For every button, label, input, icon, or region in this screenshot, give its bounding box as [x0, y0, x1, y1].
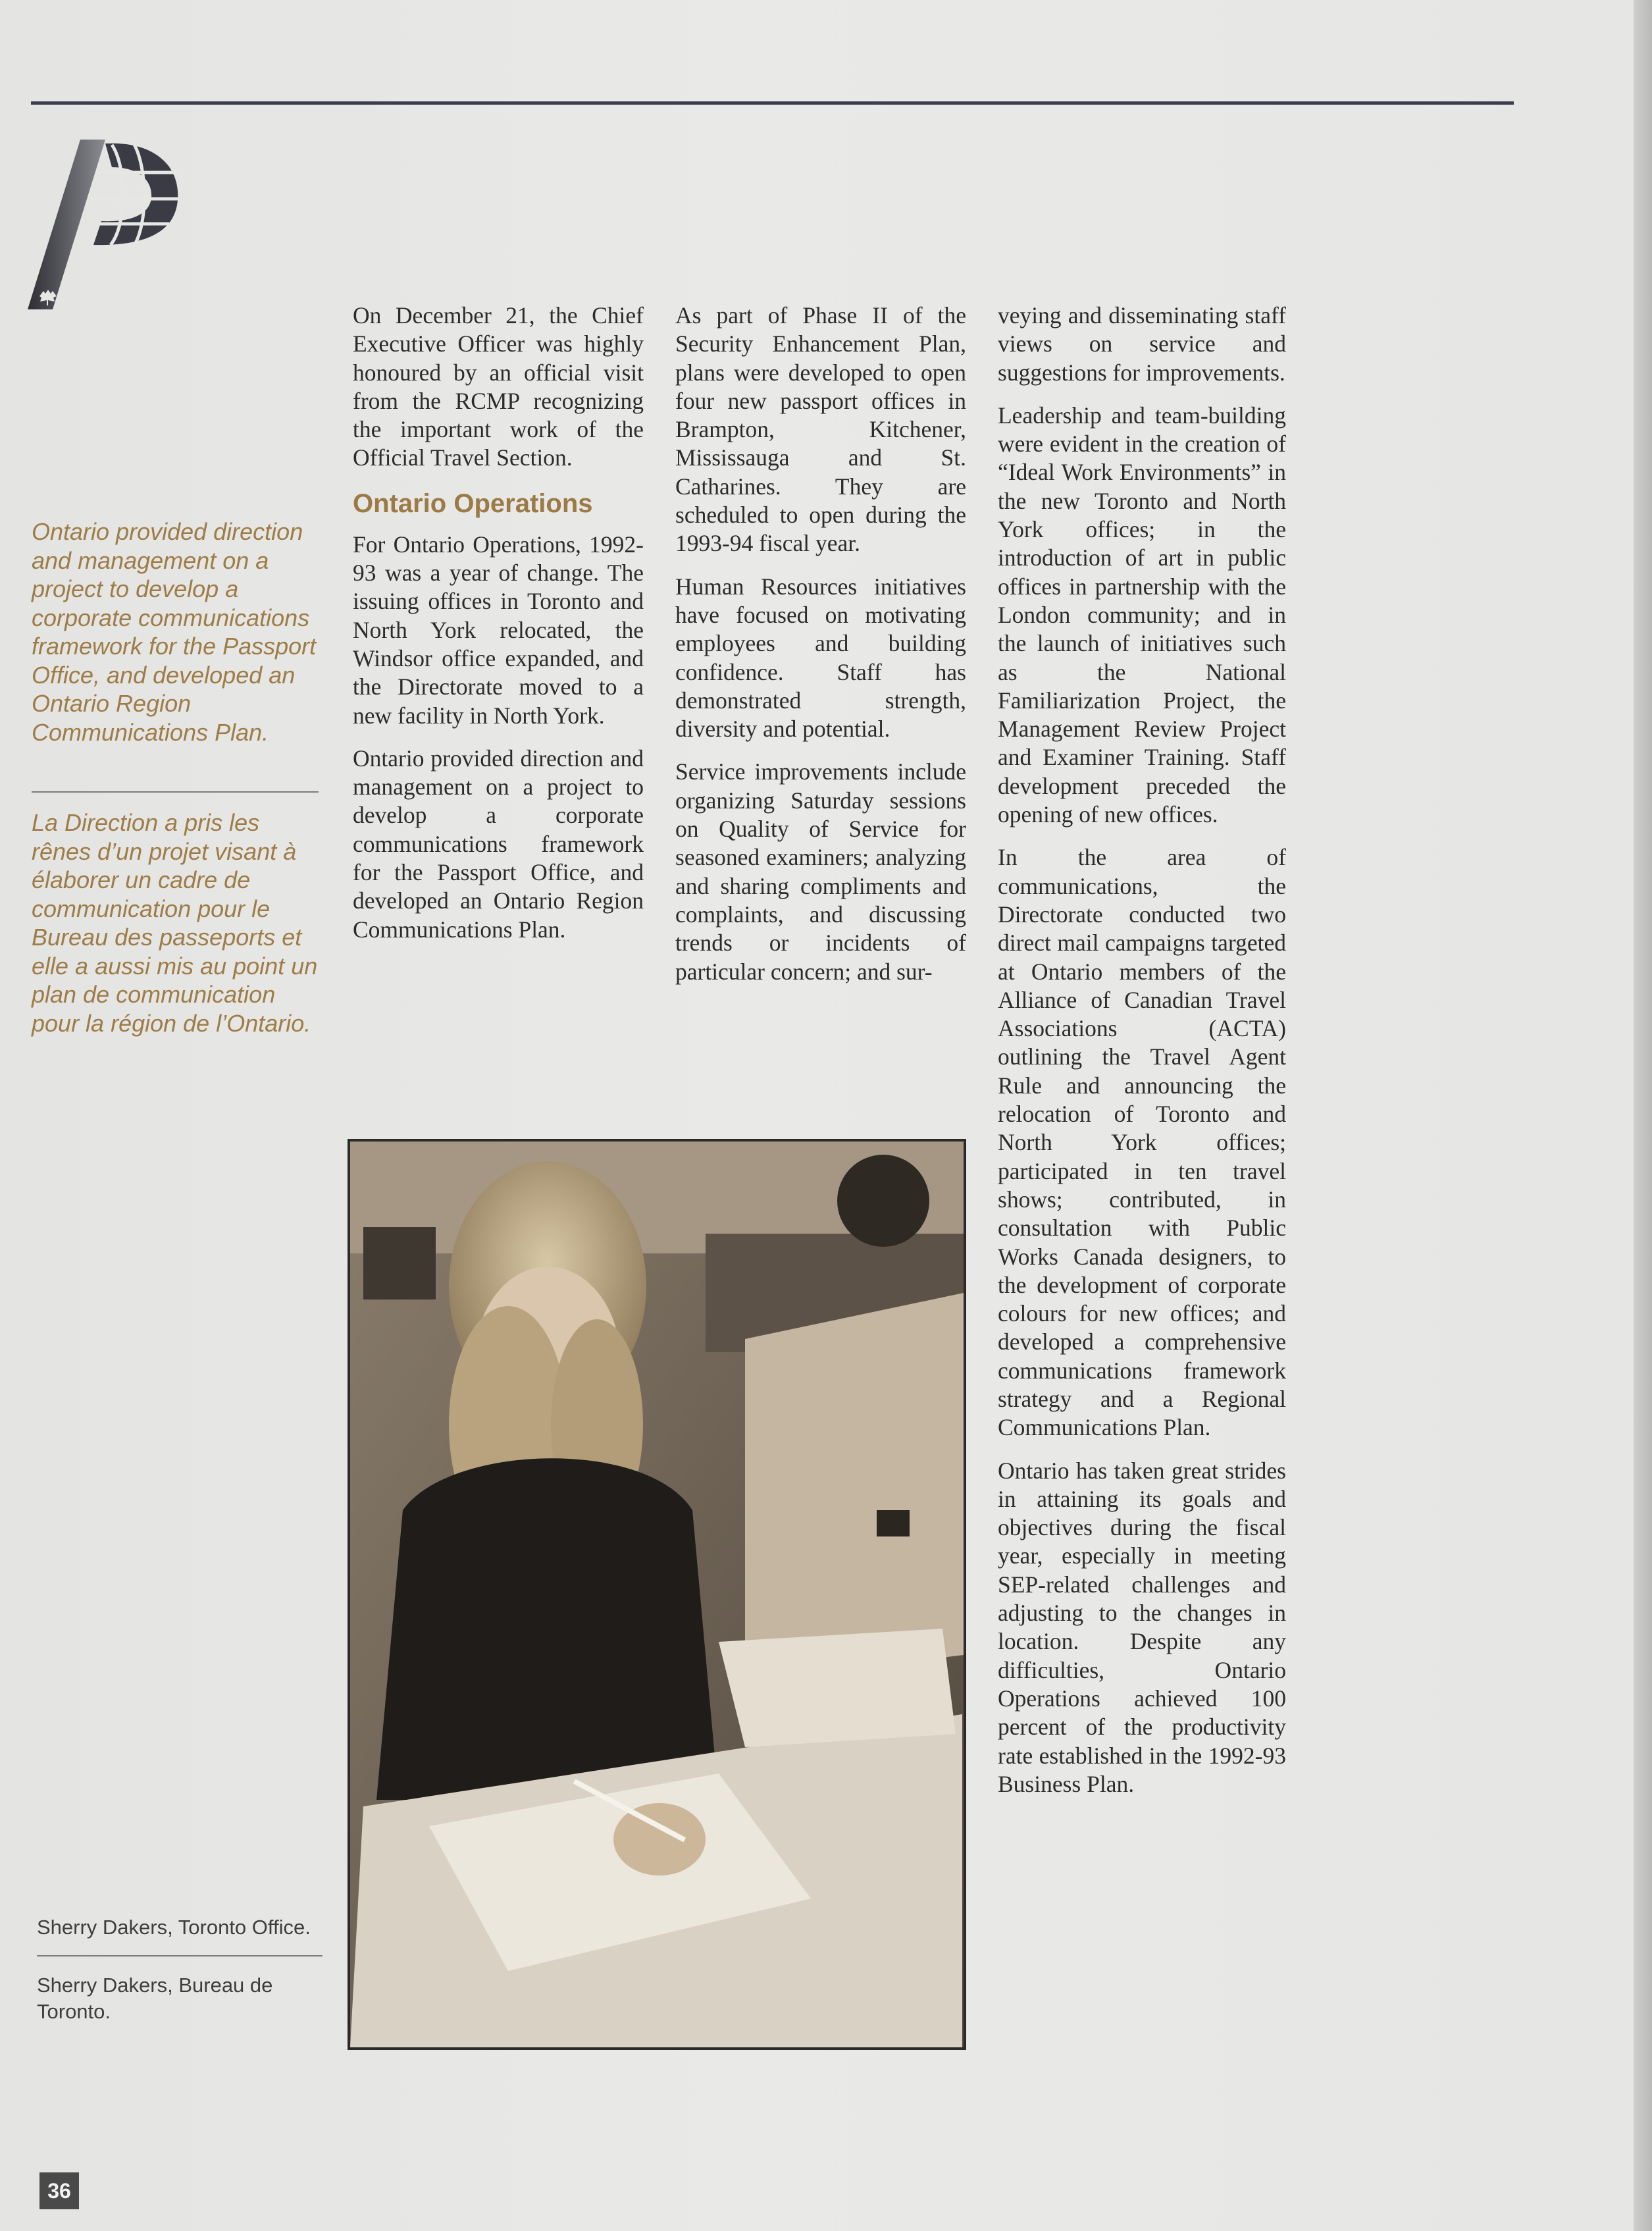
paragraph: Ontario has taken great strides in attaining its goals and objectives during the fiscal year, especially in meeting SEP-related challenges and adjusting to the changes in location. Despite any difficulties, Ontario Operations achieved 100 percent of the productivity rate established in the 1992-93 Business Plan.	[998, 1457, 1286, 1797]
page-edge-shadow	[1634, 0, 1652, 2231]
paragraph: On December 21, the Chief Executive Officer was highly honoured by an official visit from the RCMP recognizing the important work of the Official Travel Section.	[353, 302, 644, 471]
paragraph: Human Resources initiatives have focused on motivating employees and building confidence. Staff has demonstrated strength, diversity and potential.	[675, 573, 966, 743]
top-rule	[31, 101, 1514, 105]
article-column-1	[353, 302, 644, 958]
pull-quote-english: Ontario provided direction and management on a project to develop a corporate communications framework for the Passport Office, and developed an Ontario Region Communications Plan.	[32, 518, 317, 746]
article-column-3	[998, 302, 1286, 1813]
paragraph: As part of Phase II of the Security Enhancement Plan, plans were developed to open four new passport offices in Brampton, Kitchener, Mississauga and St. Catharines. They are scheduled to open during the 1993-94 fiscal year.	[675, 302, 966, 557]
paragraph: Leadership and team-building were evident in the creation of “Ideal Work Environments” in the new Toronto and North York offices; in the introduction of art in public offices in partnership with the London community; and in the launch of initiatives such as the National Familiarization Project, the Management Review Project and Examiner Training. Staff development preceded the opening of new offices.	[998, 402, 1286, 828]
paragraph: Service improvements include organizing Saturday sessions on Quality of Service for seasoned examiners; analyzing and sharing compliments and complaints, and discussing trends or incidents of particular concern; and sur-	[675, 758, 966, 985]
section-heading: Ontario Operations	[353, 488, 593, 518]
paragraph: For Ontario Operations, 1992-93 was a year of change. The issuing offices in Toronto and North York relocated, the Windsor office expanded, and the Directorate moved to a new facility in North York.	[353, 531, 644, 729]
paragraph: In the area of communications, the Directorate conducted two direct mail campaigns targeted at Ontario members of the Alliance of Canadian Travel Associations (ACTA) outlining the Travel Agent Rule and announcing the relocation of Toronto and North York offices; participated in ten travel shows; contributed, in consultation with Public Works Canada designers, to the development of corporate colours for new offices; and developed a comprehensive communications framework strategy and a Regional Communications Plan.	[998, 844, 1286, 1441]
pull-quote-french: La Direction a pris les rênes d’un projet visant à élaborer un cadre de communication pour le Bureau des passeports et elle a aussi mis au point un plan de communication pour la région de l’Ontario.	[32, 809, 318, 1037]
paragraph: veying and disseminating staff views on service and suggestions for improvements.	[998, 302, 1286, 386]
staff-photo	[348, 1139, 966, 2050]
passport-logo-icon	[28, 140, 186, 314]
article-column-2	[675, 302, 966, 1001]
caption-divider	[37, 1955, 323, 1956]
photo-caption-french: Sherry Dakers, Bureau de Toronto.	[37, 1974, 273, 2023]
sidebar-divider	[32, 791, 319, 793]
page-number: 36	[39, 2172, 79, 2209]
photo-caption-english: Sherry Dakers, Toronto Office.	[37, 1916, 311, 1939]
paragraph: Ontario provided direction and management on a project to develop a corporate communications framework for the Passport Office, and developed an Ontario Region Communications Plan.	[353, 745, 644, 943]
